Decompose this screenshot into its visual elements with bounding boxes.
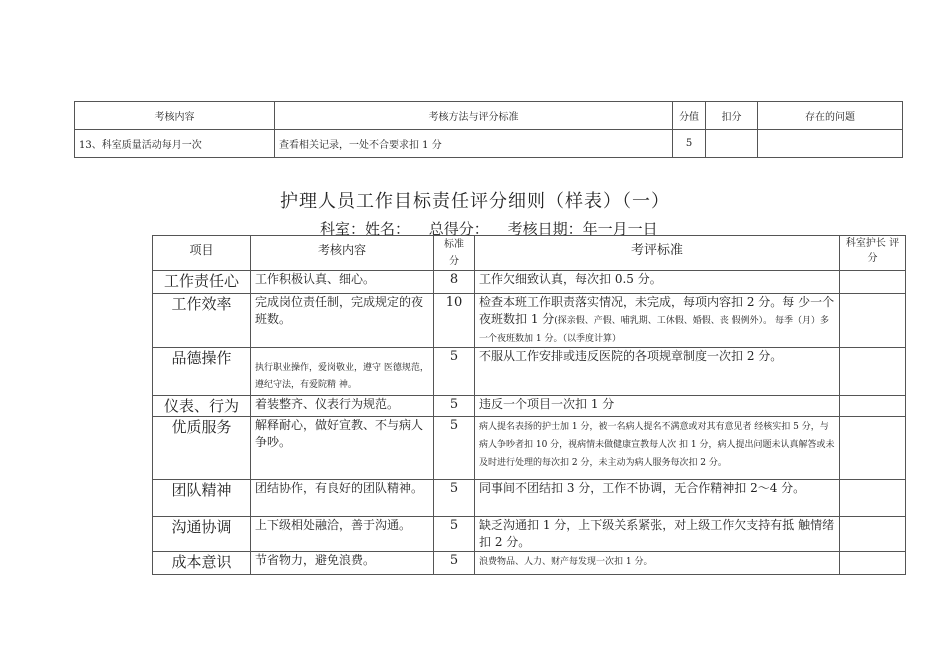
- row-method: 查看相关记录，一处不合要求扣 1 分: [275, 130, 673, 158]
- row-head-nurse-score: [840, 348, 906, 396]
- page-title: 护理人员工作目标责任评分细则（样表）（一）: [280, 191, 670, 212]
- row-standard: [475, 271, 840, 294]
- row-content: 着装整齐、仪表行为规范。: [251, 396, 434, 417]
- subtitle-total: 总得分：: [428, 220, 489, 238]
- header-item: 项目: [153, 236, 251, 271]
- main-table: [152, 235, 906, 575]
- row-standard: [475, 294, 840, 348]
- row-content: 上下级相处融洽，善于沟通。: [251, 517, 434, 552]
- subtitle-date: 考核日期：年一月一日: [507, 220, 658, 238]
- row-head-nurse-score: [840, 417, 906, 480]
- row-standard: [475, 552, 840, 575]
- table-row: [153, 552, 906, 575]
- row-score: 5: [434, 396, 475, 417]
- header-head-nurse: 科室护长 评分: [840, 236, 906, 271]
- row-standard: [475, 517, 840, 552]
- row-item: 品德操作: [153, 348, 251, 396]
- row-score: 5: [434, 517, 475, 552]
- row-issue: [758, 130, 903, 158]
- row-content: 完成岗位责任制，完成规定的夜班数。: [251, 294, 434, 348]
- table-row: [75, 130, 903, 158]
- row-content: 工作积极认真、细心。: [251, 271, 434, 294]
- standard-note: (探亲假、产假、哺乳期、工休假、婚假、丧 假例外）。 每季（月）多一个夜班数加 1 分。（以季度计算）: [479, 316, 830, 344]
- row-score: 5: [434, 417, 475, 480]
- row-content: 解释耐心，做好宣教、不与病人争吵。: [251, 417, 434, 480]
- row-score: 10: [434, 294, 475, 348]
- row-score: 5: [673, 130, 706, 158]
- row-score: 5: [434, 552, 475, 575]
- table-row: [153, 396, 906, 417]
- row-head-nurse-score: [840, 552, 906, 575]
- header-score: 分值: [673, 102, 706, 130]
- table-row: [153, 348, 906, 396]
- row-head-nurse-score: [840, 396, 906, 417]
- row-item: 沟通协调: [153, 517, 251, 552]
- row-item: 优质服务: [153, 417, 251, 480]
- row-head-nurse-score: [840, 294, 906, 348]
- row-score: 5: [434, 348, 475, 396]
- standard-text: 不服从工作安排或违反医院的各项规章制度一次扣 2 分。: [479, 349, 783, 363]
- standard-text: 同事间不团结扣 3 分，工作不协调，无合作精神扣 2〜4 分。: [479, 481, 806, 495]
- row-standard: [475, 396, 840, 417]
- row-score: 8: [434, 271, 475, 294]
- top-table: [74, 101, 903, 158]
- row-standard: [475, 417, 840, 480]
- row-item: 团队精神: [153, 480, 251, 517]
- row-standard: [475, 348, 840, 396]
- header-content: 考核内容: [75, 102, 275, 130]
- row-head-nurse-score: [840, 517, 906, 552]
- main-table-header: [153, 236, 906, 271]
- header-deduct: 扣分: [706, 102, 758, 130]
- row-head-nurse-score: [840, 271, 906, 294]
- table-row: [153, 294, 906, 348]
- row-content: 节省物力，避免浪费。: [251, 552, 434, 575]
- standard-text: 缺乏沟通扣 1 分，上下级关系紧张，对上级工作欠支持有抵 触情绪扣 2 分。: [479, 518, 835, 549]
- standard-text: 违反一个项目一次扣 1 分: [479, 397, 615, 411]
- standard-text: 检查本班工作职责落实情况，未完成，每项内容扣 2 分。每 少一个夜班数扣 1 分: [479, 295, 835, 326]
- row-content: 团结协作，有良好的团队精神。: [251, 480, 434, 517]
- top-table-header: [75, 102, 903, 130]
- header-issue: 存在的问题: [758, 102, 903, 130]
- row-head-nurse-score: [840, 480, 906, 517]
- header-standard: 考评标准: [475, 236, 840, 271]
- header-score: 标准 分: [434, 236, 475, 271]
- standard-text: 工作欠细致认真，每次扣 0.5 分。: [479, 272, 662, 286]
- table-row: [153, 271, 906, 294]
- standard-note: 病人提名表扬的护士加 1 分，被一名病人提名不满意或对其有意见者 经核实扣 5 分，与病人争吵者扣 10 分，视病情未做健康宣教每人次 扣 1 分，病人提出问题未认真解答或未及时进行处理的每次扣 2 分，未主动为病人服务每次扣 2 分。: [479, 422, 835, 468]
- row-item: 成本意识: [153, 552, 251, 575]
- row-item: 工作效率: [153, 294, 251, 348]
- header-method: 考核方法与评分标准: [275, 102, 673, 130]
- row-score: 5: [434, 480, 475, 517]
- row-deduct: [706, 130, 758, 158]
- subtitle-dept: 科室：姓名：: [320, 220, 411, 238]
- standard-note: 浪费物品、人力、财产每发现一次扣 1 分。: [479, 557, 653, 567]
- row-item: 工作责任心: [153, 271, 251, 294]
- row-content: 执行职业操作，爱岗敬业，遵守 医德规范，遵纪守法，有爱院精 神。: [251, 348, 434, 396]
- row-standard: [475, 480, 840, 517]
- row-content: 13、科室质量活动每月一次: [75, 130, 275, 158]
- table-row: [153, 417, 906, 480]
- table-row: [153, 480, 906, 517]
- header-content: 考核内容: [251, 236, 434, 271]
- table-row: [153, 517, 906, 552]
- row-item: 仪表、行为: [153, 396, 251, 417]
